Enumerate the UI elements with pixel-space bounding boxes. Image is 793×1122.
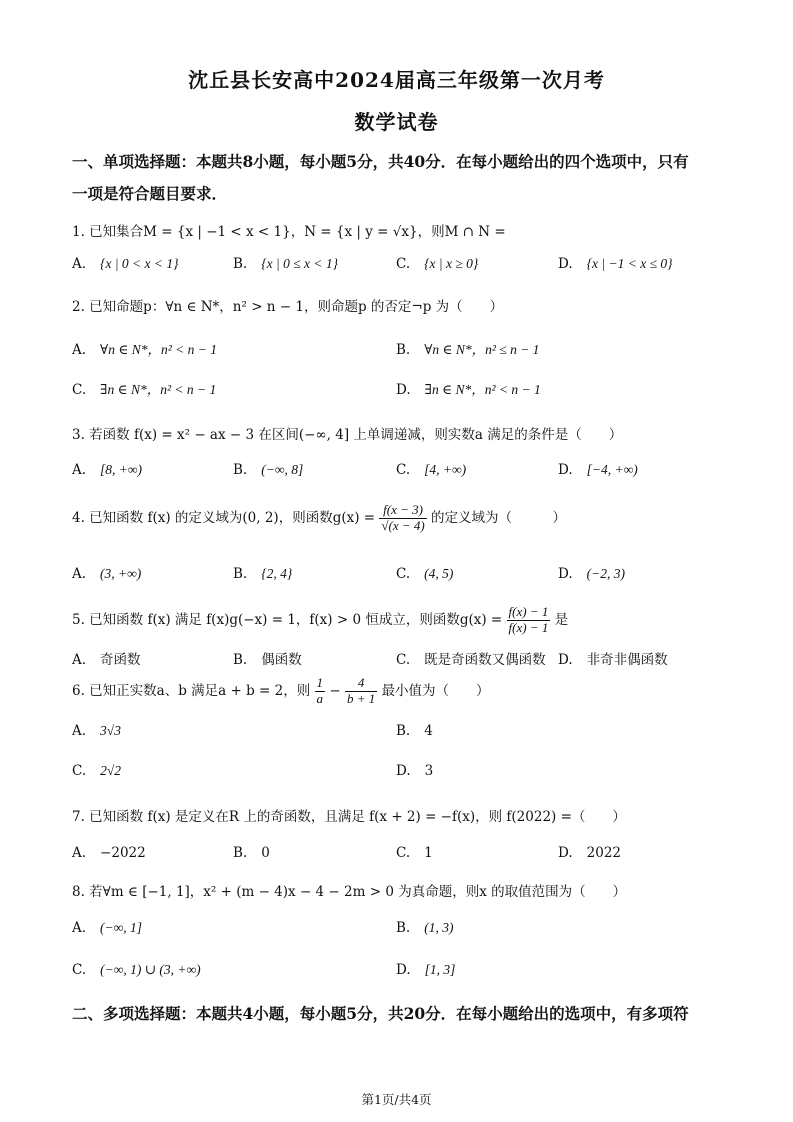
question-7-option-c: C. 1 — [396, 845, 433, 861]
question-1-option-d: D. {x | −1 < x ≤ 0} — [558, 256, 673, 272]
section1-heading-line2: 一项是符合题目要求． — [72, 184, 228, 203]
question-8-option-a: A. (−∞, 1] — [72, 920, 143, 936]
question-5-stem: 5. 已知函数 f(x) 满足 f(x)g(−x) = 1，f(x) > 0 恒成立，则函数g(x) = $\frac{f(x) - 1}{f(x) - 1}$ 是 — [72, 604, 569, 635]
question-3-stem: 3. 若函数 f(x) = x² − ax − 3 在区间(−∞, 4] 上单调递减，则实数a 满足的条件是（ ） — [72, 427, 623, 443]
question-8-option-b: B. (1, 3) — [396, 920, 454, 936]
question-4-option-a: A. (3, +∞) — [72, 566, 142, 582]
question-5-option-c: C. 既是奇函数又偶函数 — [396, 652, 546, 668]
section2-heading-line1: 二、多项选择题：本题共4小题，每小题5分，共20分．在每小题给出的选项中，有多项符 — [72, 1004, 689, 1023]
question-3-option-c: C. [4, +∞) — [396, 462, 467, 478]
question-8-option-c: C. (−∞, 1) ∪ (3, +∞) — [72, 962, 201, 978]
question-1-option-c: C. {x | x ≥ 0} — [396, 256, 479, 272]
question-4-option-d: D. (−2, 3) — [558, 566, 625, 582]
question-2-option-b: B. ∀n ∈ N*，n² ≤ n − 1 — [396, 342, 540, 358]
question-6-stem: 6. 已知正实数a、b 满足a + b = 2，则 $\frac{1}{a}$ − $\frac{4}{b + 1}$ 最小值为（ ） — [72, 675, 490, 706]
question-2-stem: 2. 已知命题p：∀n ∈ N*，n² > n − 1，则命题p 的否定¬p 为（ ） — [72, 299, 504, 315]
question-4-option-c: C. (4, 5) — [396, 566, 454, 582]
page-footer: 第1页/共4页 — [361, 1092, 432, 1107]
question-4-fraction: $\frac{f(x - 3)}{√(x - 4)}$ — [381, 502, 425, 533]
question-6-option-c: C. 2√2 — [72, 763, 122, 779]
question-1-option-b: B. {x | 0 ≤ x < 1} — [233, 256, 338, 272]
question-5-option-d: D. 非奇非偶函数 — [558, 652, 668, 668]
question-6-option-b: B. 4 — [396, 723, 433, 739]
question-3-option-a: A. [8, +∞) — [72, 462, 143, 478]
question-5-option-a: A. 奇函数 — [72, 652, 141, 668]
question-2-option-d: D. ∃n ∈ N*，n² < n − 1 — [396, 382, 541, 398]
question-5-fraction: $\frac{f(x) - 1}{f(x) - 1}$ — [508, 604, 549, 635]
page-subtitle: 数学试卷 — [354, 110, 439, 134]
question-7-option-b: B. 0 — [233, 845, 270, 861]
section1-heading-line1: 一、单项选择题：本题共8小题，每小题5分，共40分．在每小题给出的四个选项中，只有 — [72, 152, 689, 171]
question-6-option-d: D. 3 — [396, 763, 434, 779]
question-2-option-a: A. ∀n ∈ N*，n² < n − 1 — [72, 342, 217, 358]
question-8-option-d: D. [1, 3] — [396, 962, 456, 978]
question-6-fraction-1: $\frac{1}{a}$ — [316, 675, 324, 706]
question-4-stem: 4. 已知函数 f(x) 的定义域为(0, 2)，则函数g(x) = $\frac{f(x - 3)}{√(x - 4)}$ 的定义域为（ ） — [72, 502, 567, 533]
question-1-stem: 1. 已知集合M = {x | −1 < x < 1}，N = {x | y = √x}，则M ∩ N = — [72, 224, 506, 240]
question-2-option-c: C. ∃n ∈ N*，n² < n − 1 — [72, 382, 217, 398]
question-4-option-b: B. {2, 4} — [233, 566, 293, 582]
question-3-option-d: D. [−4, +∞) — [558, 462, 638, 478]
question-1-option-a: A. {x | 0 < x < 1} — [72, 256, 179, 272]
question-7-stem: 7. 已知函数 f(x) 是定义在R 上的奇函数，且满足 f(x + 2) = −f(x)，则 f(2022) =（ ） — [72, 809, 626, 825]
question-6-fraction-2: $\frac{4}{b + 1}$ — [346, 675, 376, 706]
page-title: 沈丘县长安高中2024届高三年级第一次月考 — [188, 68, 605, 92]
question-7-option-a: A. −2022 — [72, 845, 146, 861]
question-8-stem: 8. 若∀m ∈ [−1, 1]，x² + (m − 4)x − 4 − 2m > 0 为真命题，则x 的取值范围为（ ） — [72, 884, 627, 900]
question-3-option-b: B. (−∞, 8] — [233, 462, 304, 478]
question-5-option-b: B. 偶函数 — [233, 652, 302, 668]
question-6-option-a: A. 3√3 — [72, 723, 121, 739]
question-7-option-d: D. 2022 — [558, 845, 621, 861]
